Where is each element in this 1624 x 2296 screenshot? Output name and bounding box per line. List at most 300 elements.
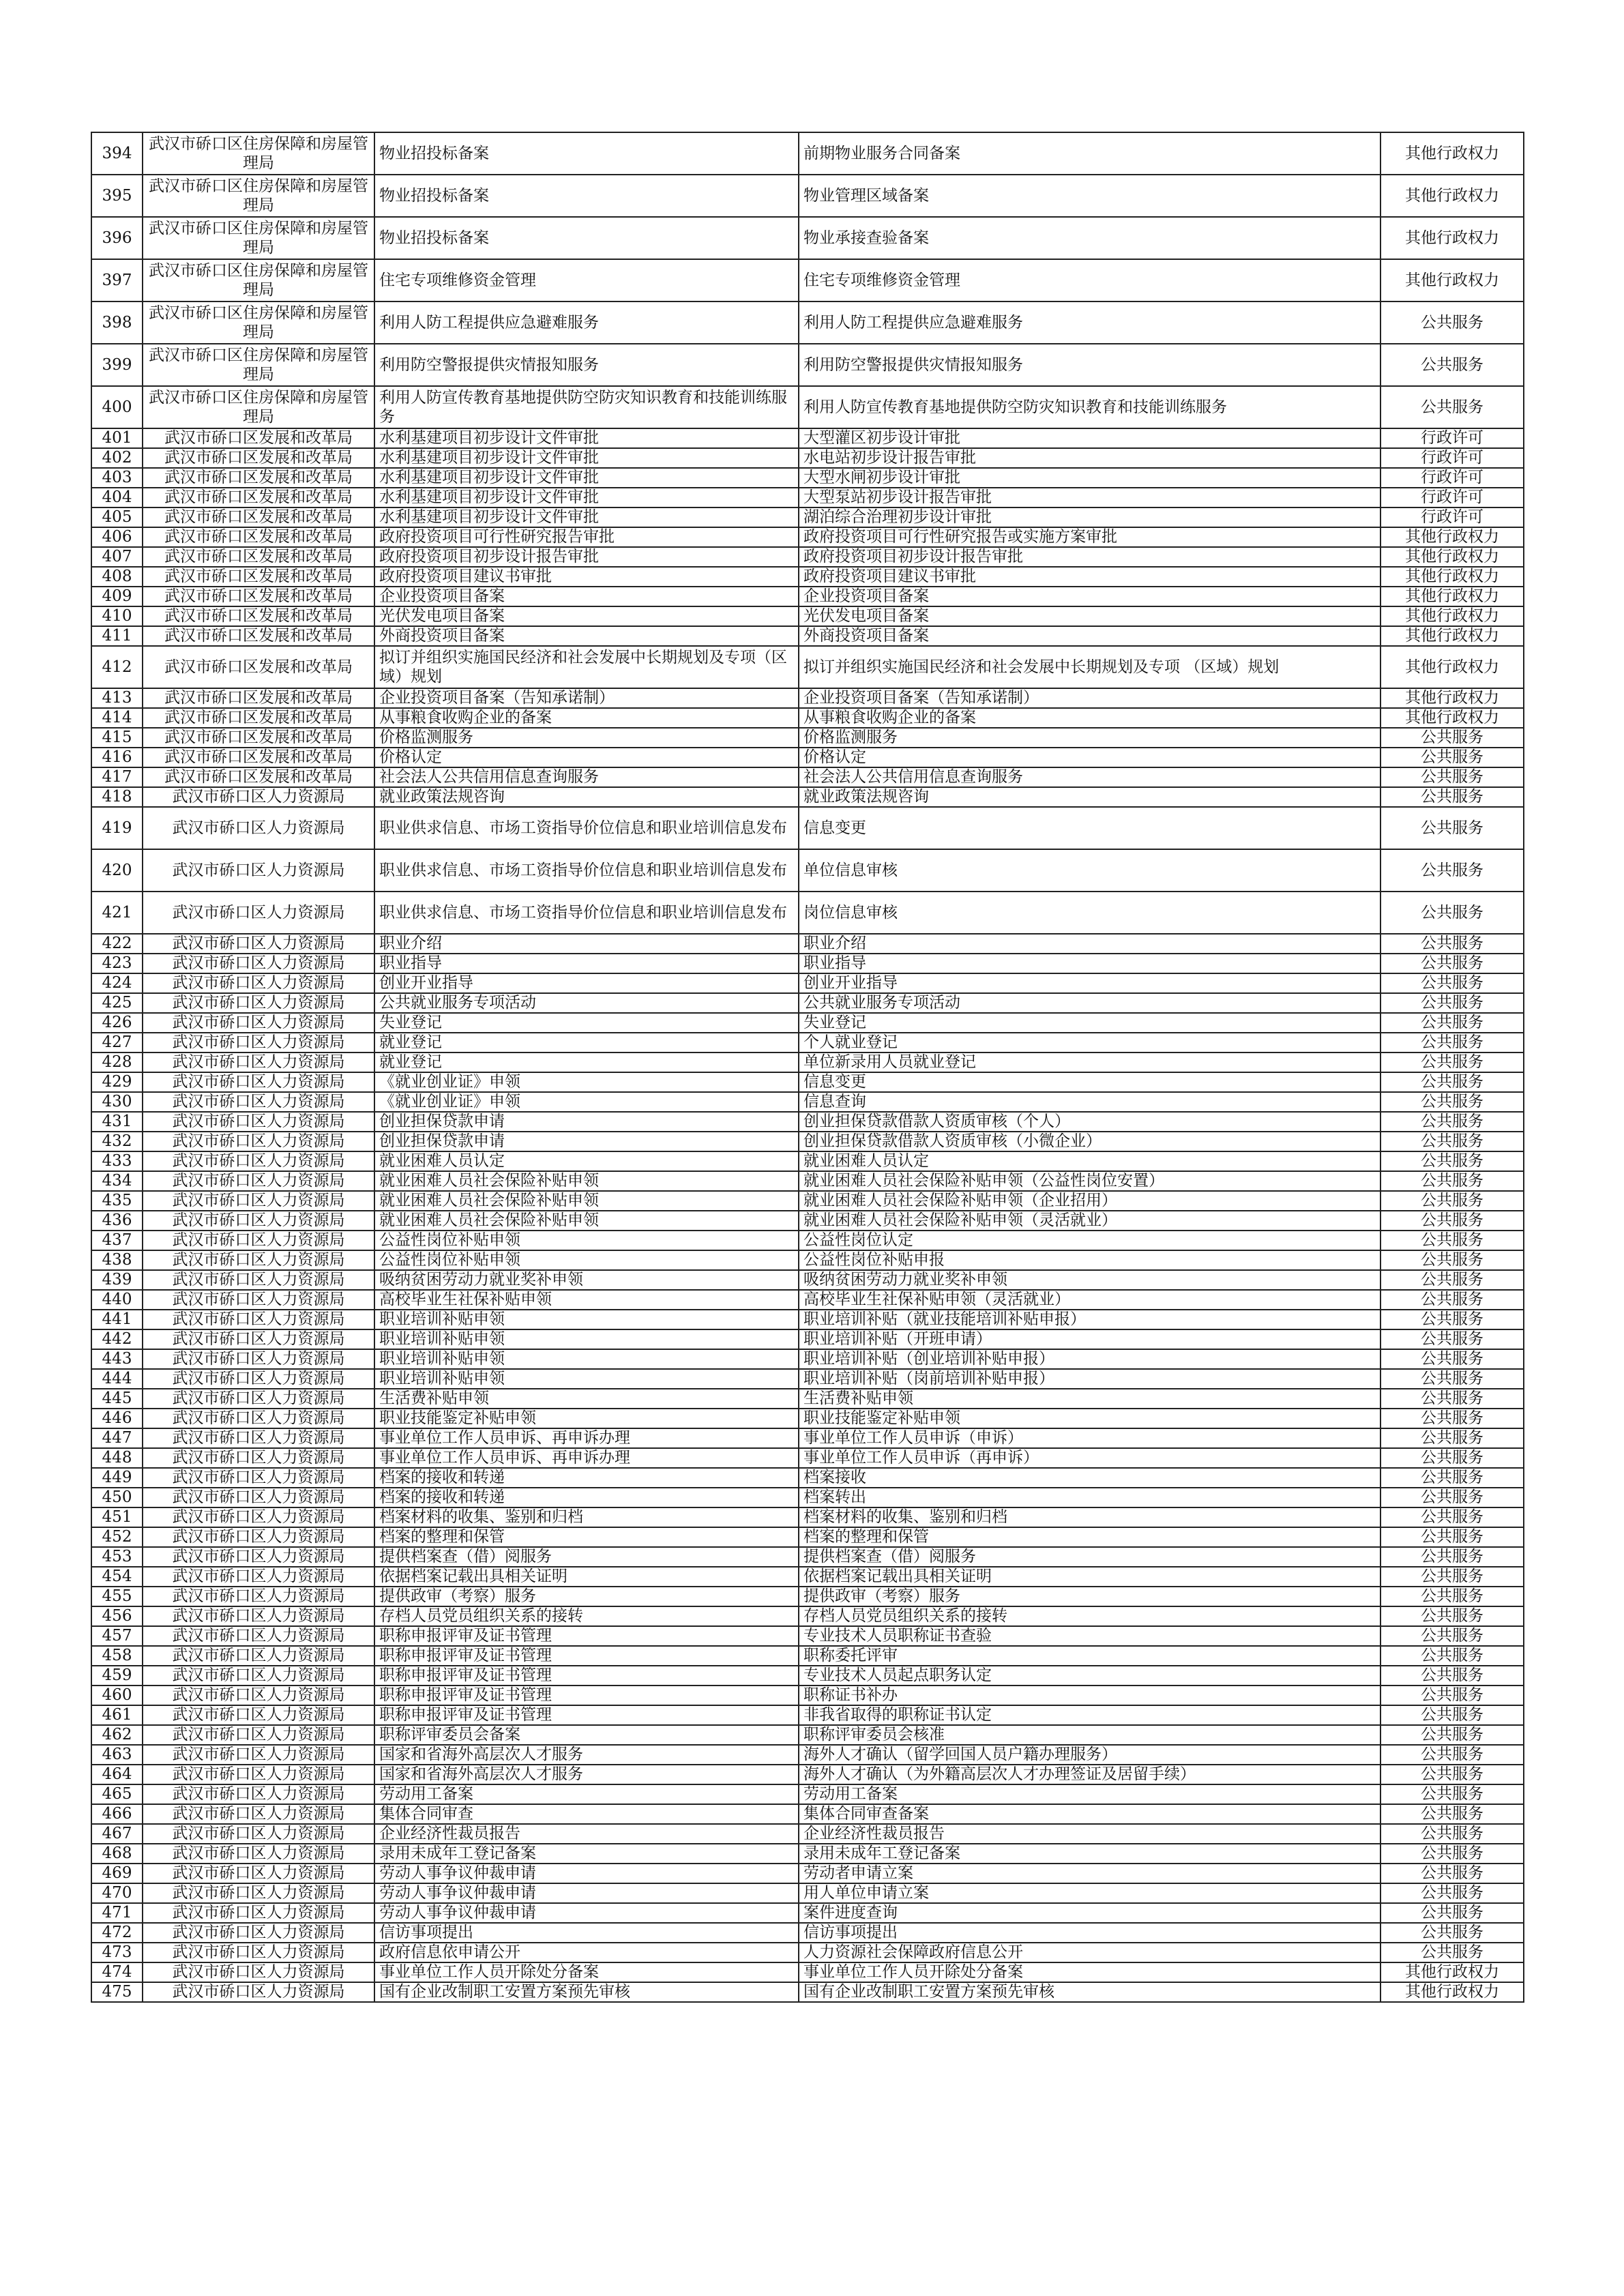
power-item-cell: 水利基建项目初步设计文件审批: [374, 507, 799, 527]
row-number-cell: 397: [91, 259, 143, 301]
power-item-cell: 光伏发电项目备案: [374, 606, 799, 626]
table-row: [91, 993, 1524, 1013]
sub-item-cell: 创业担保贷款借款人资质审核（小微企业）: [799, 1132, 1381, 1151]
row-number-cell: 406: [91, 527, 143, 547]
power-item-cell: 录用未成年工登记备案: [374, 1844, 799, 1864]
department-cell: 武汉市硚口区发展和改革局: [143, 428, 374, 448]
sub-item-cell: 外商投资项目备案: [799, 626, 1381, 646]
row-number-cell: 460: [91, 1686, 143, 1705]
row-number-cell: 466: [91, 1804, 143, 1824]
sub-item-cell: 档案材料的收集、鉴别和归档: [799, 1507, 1381, 1527]
sub-item-cell: 政府投资项目建议书审批: [799, 567, 1381, 587]
department-cell: 武汉市硚口区住房保障和房屋管理局: [143, 132, 374, 175]
row-number-cell: 422: [91, 934, 143, 954]
department-cell: 武汉市硚口区人力资源局: [143, 1488, 374, 1507]
power-item-cell: 生活费补贴申领: [374, 1389, 799, 1409]
table-row: [91, 892, 1524, 934]
department-cell: 武汉市硚口区发展和改革局: [143, 708, 374, 728]
sub-item-cell: 政府投资项目可行性研究报告或实施方案审批: [799, 527, 1381, 547]
table-row: [91, 1962, 1524, 1982]
row-number-cell: 409: [91, 587, 143, 606]
row-number-cell: 451: [91, 1507, 143, 1527]
table-row: [91, 587, 1524, 606]
department-cell: 武汉市硚口区人力资源局: [143, 1923, 374, 1943]
power-type-cell: 公共服务: [1381, 1211, 1524, 1231]
department-cell: 武汉市硚口区发展和改革局: [143, 626, 374, 646]
sub-item-cell: 公益性岗位补贴申报: [799, 1250, 1381, 1270]
sub-item-cell: 前期物业服务合同备案: [799, 132, 1381, 175]
sub-item-cell: 大型水闸初步设计审批: [799, 468, 1381, 488]
table-row: [91, 1666, 1524, 1686]
table-row: [91, 1488, 1524, 1507]
sub-item-cell: 存档人员党员组织关系的接转: [799, 1606, 1381, 1626]
row-number-cell: 427: [91, 1033, 143, 1053]
row-number-cell: 420: [91, 849, 143, 892]
table-row: [91, 1053, 1524, 1072]
sub-item-cell: 职称委托评审: [799, 1646, 1381, 1666]
department-cell: 武汉市硚口区人力资源局: [143, 1864, 374, 1883]
power-item-cell: 水利基建项目初步设计文件审批: [374, 428, 799, 448]
department-cell: 武汉市硚口区人力资源局: [143, 1784, 374, 1804]
sub-item-cell: 就业困难人员认定: [799, 1151, 1381, 1171]
row-number-cell: 417: [91, 767, 143, 787]
power-type-cell: 行政许可: [1381, 428, 1524, 448]
power-type-cell: 公共服务: [1381, 1824, 1524, 1844]
power-item-cell: 就业困难人员认定: [374, 1151, 799, 1171]
sub-item-cell: 档案接收: [799, 1468, 1381, 1488]
department-cell: 武汉市硚口区发展和改革局: [143, 728, 374, 748]
power-item-cell: 国家和省海外高层次人才服务: [374, 1745, 799, 1765]
row-number-cell: 458: [91, 1646, 143, 1666]
sub-item-cell: 公共就业服务专项活动: [799, 993, 1381, 1013]
sub-item-cell: 单位新录用人员就业登记: [799, 1053, 1381, 1072]
sub-item-cell: 岗位信息审核: [799, 892, 1381, 934]
power-type-cell: 公共服务: [1381, 1725, 1524, 1745]
power-item-cell: 职业技能鉴定补贴申领: [374, 1409, 799, 1428]
sub-item-cell: 高校毕业生社保补贴申领（灵活就业）: [799, 1290, 1381, 1310]
department-cell: 武汉市硚口区住房保障和房屋管理局: [143, 217, 374, 259]
sub-item-cell: 人力资源社会保障政府信息公开: [799, 1943, 1381, 1962]
department-cell: 武汉市硚口区人力资源局: [143, 1982, 374, 2002]
row-number-cell: 431: [91, 1112, 143, 1132]
sub-item-cell: 利用防空警报提供灾情报知服务: [799, 344, 1381, 386]
power-type-cell: 其他行政权力: [1381, 626, 1524, 646]
table-row: [91, 1824, 1524, 1844]
power-type-cell: 其他行政权力: [1381, 646, 1524, 688]
row-number-cell: 416: [91, 748, 143, 767]
table-row: [91, 1171, 1524, 1191]
power-item-cell: 价格认定: [374, 748, 799, 767]
table-row: [91, 1191, 1524, 1211]
department-cell: 武汉市硚口区住房保障和房屋管理局: [143, 386, 374, 428]
power-item-cell: 物业招投标备案: [374, 217, 799, 259]
power-item-cell: 档案材料的收集、鉴别和归档: [374, 1507, 799, 1527]
power-item-cell: 提供档案查（借）阅服务: [374, 1547, 799, 1567]
department-cell: 武汉市硚口区住房保障和房屋管理局: [143, 175, 374, 217]
power-item-cell: 就业登记: [374, 1033, 799, 1053]
power-item-cell: 吸纳贫困劳动力就业奖补申领: [374, 1270, 799, 1290]
power-type-cell: 公共服务: [1381, 954, 1524, 973]
row-number-cell: 411: [91, 626, 143, 646]
row-number-cell: 414: [91, 708, 143, 728]
table-row: [91, 767, 1524, 787]
sub-item-cell: 就业困难人员社会保险补贴申领（灵活就业）: [799, 1211, 1381, 1231]
row-number-cell: 415: [91, 728, 143, 748]
department-cell: 武汉市硚口区发展和改革局: [143, 688, 374, 708]
power-item-cell: 利用防空警报提供灾情报知服务: [374, 344, 799, 386]
row-number-cell: 448: [91, 1448, 143, 1468]
sub-item-cell: 政府投资项目初步设计报告审批: [799, 547, 1381, 567]
table-row: [91, 708, 1524, 728]
table-row: [91, 1013, 1524, 1033]
power-type-cell: 公共服务: [1381, 1171, 1524, 1191]
department-cell: 武汉市硚口区人力资源局: [143, 1844, 374, 1864]
power-item-cell: 《就业创业证》申领: [374, 1072, 799, 1092]
table-row: [91, 1033, 1524, 1053]
power-type-cell: 公共服务: [1381, 301, 1524, 344]
power-type-cell: 公共服务: [1381, 1804, 1524, 1824]
power-item-cell: 就业政策法规咨询: [374, 787, 799, 807]
power-item-cell: 外商投资项目备案: [374, 626, 799, 646]
sub-item-cell: 事业单位工作人员申诉（再申诉）: [799, 1448, 1381, 1468]
sub-item-cell: 劳动者申请立案: [799, 1864, 1381, 1883]
power-type-cell: 其他行政权力: [1381, 175, 1524, 217]
table-row: [91, 1784, 1524, 1804]
department-cell: 武汉市硚口区人力资源局: [143, 1745, 374, 1765]
sub-item-cell: 职业技能鉴定补贴申领: [799, 1409, 1381, 1428]
row-number-cell: 465: [91, 1784, 143, 1804]
power-item-cell: 政府投资项目初步设计报告审批: [374, 547, 799, 567]
department-cell: 武汉市硚口区发展和改革局: [143, 567, 374, 587]
power-item-cell: 劳动人事争议仲裁申请: [374, 1883, 799, 1903]
row-number-cell: 470: [91, 1883, 143, 1903]
power-item-cell: 职称申报评审及证书管理: [374, 1666, 799, 1686]
table-row: [91, 849, 1524, 892]
sub-item-cell: 价格认定: [799, 748, 1381, 767]
department-cell: 武汉市硚口区人力资源局: [143, 1962, 374, 1982]
row-number-cell: 455: [91, 1587, 143, 1606]
row-number-cell: 428: [91, 1053, 143, 1072]
table-row: [91, 1587, 1524, 1606]
sub-item-cell: 专业技术人员职称证书查验: [799, 1626, 1381, 1646]
table-row: [91, 1290, 1524, 1310]
table-row: [91, 1626, 1524, 1646]
row-number-cell: 395: [91, 175, 143, 217]
department-cell: 武汉市硚口区人力资源局: [143, 1587, 374, 1606]
row-number-cell: 438: [91, 1250, 143, 1270]
sub-item-cell: 依据档案记载出具相关证明: [799, 1567, 1381, 1587]
power-item-cell: 存档人员党员组织关系的接转: [374, 1606, 799, 1626]
power-type-cell: 公共服务: [1381, 1112, 1524, 1132]
sub-item-cell: 用人单位申请立案: [799, 1883, 1381, 1903]
power-type-cell: 公共服务: [1381, 1646, 1524, 1666]
power-type-cell: 公共服务: [1381, 1705, 1524, 1725]
department-cell: 武汉市硚口区人力资源局: [143, 1250, 374, 1270]
department-cell: 武汉市硚口区人力资源局: [143, 1686, 374, 1705]
table-row: [91, 468, 1524, 488]
power-type-cell: 公共服务: [1381, 767, 1524, 787]
table-row: [91, 132, 1524, 175]
power-item-cell: 物业招投标备案: [374, 132, 799, 175]
power-item-cell: 社会法人公共信用信息查询服务: [374, 767, 799, 787]
department-cell: 武汉市硚口区人力资源局: [143, 1547, 374, 1567]
department-cell: 武汉市硚口区人力资源局: [143, 1666, 374, 1686]
department-cell: 武汉市硚口区人力资源局: [143, 1527, 374, 1547]
power-item-cell: 职称申报评审及证书管理: [374, 1626, 799, 1646]
table-row: [91, 1389, 1524, 1409]
row-number-cell: 439: [91, 1270, 143, 1290]
table-row: [91, 646, 1524, 688]
table-row: [91, 1864, 1524, 1883]
department-cell: 武汉市硚口区人力资源局: [143, 1211, 374, 1231]
sub-item-cell: 吸纳贫困劳动力就业奖补申领: [799, 1270, 1381, 1290]
sub-item-cell: 职称证书补办: [799, 1686, 1381, 1705]
power-type-cell: 公共服务: [1381, 1943, 1524, 1962]
department-cell: 武汉市硚口区人力资源局: [143, 1883, 374, 1903]
sub-item-cell: 光伏发电项目备案: [799, 606, 1381, 626]
table-row: [91, 1943, 1524, 1962]
power-item-cell: 价格监测服务: [374, 728, 799, 748]
power-type-cell: 其他行政权力: [1381, 132, 1524, 175]
table-row: [91, 1329, 1524, 1349]
power-item-cell: 档案的接收和转递: [374, 1488, 799, 1507]
row-number-cell: 445: [91, 1389, 143, 1409]
row-number-cell: 399: [91, 344, 143, 386]
power-type-cell: 行政许可: [1381, 488, 1524, 507]
power-type-cell: 公共服务: [1381, 1290, 1524, 1310]
table-row: [91, 973, 1524, 993]
sub-item-cell: 就业政策法规咨询: [799, 787, 1381, 807]
table-row: [91, 386, 1524, 428]
power-type-cell: 公共服务: [1381, 1448, 1524, 1468]
department-cell: 武汉市硚口区发展和改革局: [143, 587, 374, 606]
power-type-cell: 公共服务: [1381, 1844, 1524, 1864]
department-cell: 武汉市硚口区人力资源局: [143, 1310, 374, 1329]
row-number-cell: 462: [91, 1725, 143, 1745]
power-type-cell: 其他行政权力: [1381, 527, 1524, 547]
department-cell: 武汉市硚口区人力资源局: [143, 1428, 374, 1448]
sub-item-cell: 职称评审委员会核准: [799, 1725, 1381, 1745]
row-number-cell: 400: [91, 386, 143, 428]
power-item-cell: 职业培训补贴申领: [374, 1310, 799, 1329]
table-row: [91, 1132, 1524, 1151]
power-item-cell: 事业单位工作人员申诉、再申诉办理: [374, 1448, 799, 1468]
power-type-cell: 公共服务: [1381, 1527, 1524, 1547]
power-item-cell: 职业供求信息、市场工资指导价位信息和职业培训信息发布: [374, 892, 799, 934]
row-number-cell: 467: [91, 1824, 143, 1844]
power-list-table: [91, 132, 1524, 2003]
power-item-cell: 创业担保贷款申请: [374, 1112, 799, 1132]
power-type-cell: 公共服务: [1381, 344, 1524, 386]
row-number-cell: 456: [91, 1606, 143, 1626]
department-cell: 武汉市硚口区人力资源局: [143, 993, 374, 1013]
sub-item-cell: 海外人才确认（留学回国人员户籍办理服务）: [799, 1745, 1381, 1765]
sub-item-cell: 单位信息审核: [799, 849, 1381, 892]
sub-item-cell: 价格监测服务: [799, 728, 1381, 748]
sub-item-cell: 信息查询: [799, 1092, 1381, 1112]
power-type-cell: 公共服务: [1381, 1369, 1524, 1389]
row-number-cell: 461: [91, 1705, 143, 1725]
power-item-cell: 职称评审委员会备案: [374, 1725, 799, 1745]
row-number-cell: 403: [91, 468, 143, 488]
table-row: [91, 954, 1524, 973]
department-cell: 武汉市硚口区人力资源局: [143, 1053, 374, 1072]
table-row: [91, 748, 1524, 767]
row-number-cell: 430: [91, 1092, 143, 1112]
department-cell: 武汉市硚口区人力资源局: [143, 849, 374, 892]
row-number-cell: 459: [91, 1666, 143, 1686]
sub-item-cell: 信访事项提出: [799, 1923, 1381, 1943]
sub-item-cell: 职业介绍: [799, 934, 1381, 954]
power-type-cell: 公共服务: [1381, 728, 1524, 748]
power-type-cell: 公共服务: [1381, 973, 1524, 993]
sub-item-cell: 就业困难人员社会保险补贴申领（企业招用）: [799, 1191, 1381, 1211]
row-number-cell: 421: [91, 892, 143, 934]
department-cell: 武汉市硚口区发展和改革局: [143, 547, 374, 567]
power-item-cell: 职业供求信息、市场工资指导价位信息和职业培训信息发布: [374, 807, 799, 849]
table-row: [91, 567, 1524, 587]
power-item-cell: 职业培训补贴申领: [374, 1349, 799, 1369]
table-row: [91, 1409, 1524, 1428]
power-item-cell: 水利基建项目初步设计文件审批: [374, 468, 799, 488]
table-row: [91, 428, 1524, 448]
department-cell: 武汉市硚口区人力资源局: [143, 1567, 374, 1587]
department-cell: 武汉市硚口区人力资源局: [143, 1448, 374, 1468]
department-cell: 武汉市硚口区住房保障和房屋管理局: [143, 301, 374, 344]
department-cell: 武汉市硚口区人力资源局: [143, 1943, 374, 1962]
sub-item-cell: 住宅专项维修资金管理: [799, 259, 1381, 301]
power-type-cell: 公共服务: [1381, 1250, 1524, 1270]
department-cell: 武汉市硚口区人力资源局: [143, 787, 374, 807]
table-row: [91, 175, 1524, 217]
power-item-cell: 集体合同审查: [374, 1804, 799, 1824]
power-type-cell: 公共服务: [1381, 1864, 1524, 1883]
sub-item-cell: 利用人防工程提供应急避难服务: [799, 301, 1381, 344]
row-number-cell: 436: [91, 1211, 143, 1231]
table-row: [91, 1468, 1524, 1488]
power-type-cell: 行政许可: [1381, 507, 1524, 527]
sub-item-cell: 专业技术人员起点职务认定: [799, 1666, 1381, 1686]
department-cell: 武汉市硚口区人力资源局: [143, 1231, 374, 1250]
power-type-cell: 公共服务: [1381, 1567, 1524, 1587]
power-type-cell: 公共服务: [1381, 1231, 1524, 1250]
table-row: [91, 1567, 1524, 1587]
power-item-cell: 住宅专项维修资金管理: [374, 259, 799, 301]
department-cell: 武汉市硚口区人力资源局: [143, 1151, 374, 1171]
table-row: [91, 507, 1524, 527]
row-number-cell: 447: [91, 1428, 143, 1448]
power-item-cell: 政府投资项目建议书审批: [374, 567, 799, 587]
department-cell: 武汉市硚口区人力资源局: [143, 1389, 374, 1409]
power-type-cell: 公共服务: [1381, 993, 1524, 1013]
power-item-cell: 职业指导: [374, 954, 799, 973]
power-item-cell: 公共就业服务专项活动: [374, 993, 799, 1013]
row-number-cell: 463: [91, 1745, 143, 1765]
power-type-cell: 公共服务: [1381, 1626, 1524, 1646]
department-cell: 武汉市硚口区人力资源局: [143, 1626, 374, 1646]
sub-item-cell: 国有企业改制职工安置方案预先审核: [799, 1982, 1381, 2002]
sub-item-cell: 拟订并组织实施国民经济和社会发展中长期规划及专项 （区域）规划: [799, 646, 1381, 688]
row-number-cell: 437: [91, 1231, 143, 1250]
department-cell: 武汉市硚口区发展和改革局: [143, 606, 374, 626]
power-item-cell: 企业投资项目备案（告知承诺制）: [374, 688, 799, 708]
table-body: [91, 132, 1524, 2002]
department-cell: 武汉市硚口区人力资源局: [143, 1646, 374, 1666]
power-type-cell: 公共服务: [1381, 1270, 1524, 1290]
department-cell: 武汉市硚口区发展和改革局: [143, 448, 374, 468]
table-row: [91, 1369, 1524, 1389]
row-number-cell: 412: [91, 646, 143, 688]
table-row: [91, 344, 1524, 386]
power-item-cell: 档案的整理和保管: [374, 1527, 799, 1547]
sub-item-cell: 水电站初步设计报告审批: [799, 448, 1381, 468]
sub-item-cell: 失业登记: [799, 1013, 1381, 1033]
power-type-cell: 公共服务: [1381, 1468, 1524, 1488]
department-cell: 武汉市硚口区人力资源局: [143, 1824, 374, 1844]
power-item-cell: 政府信息依申请公开: [374, 1943, 799, 1962]
department-cell: 武汉市硚口区人力资源局: [143, 1705, 374, 1725]
power-item-cell: 档案的接收和转递: [374, 1468, 799, 1488]
table-row: [91, 807, 1524, 849]
power-type-cell: 公共服务: [1381, 1903, 1524, 1923]
power-item-cell: 职称申报评审及证书管理: [374, 1686, 799, 1705]
power-type-cell: 公共服务: [1381, 1507, 1524, 1527]
table-row: [91, 1092, 1524, 1112]
sub-item-cell: 物业管理区域备案: [799, 175, 1381, 217]
row-number-cell: 457: [91, 1626, 143, 1646]
power-type-cell: 公共服务: [1381, 807, 1524, 849]
table-row: [91, 1923, 1524, 1943]
row-number-cell: 440: [91, 1290, 143, 1310]
power-item-cell: 就业登记: [374, 1053, 799, 1072]
sub-item-cell: 企业投资项目备案: [799, 587, 1381, 606]
sub-item-cell: 创业担保贷款借款人资质审核（个人）: [799, 1112, 1381, 1132]
sub-item-cell: 公益性岗位认定: [799, 1231, 1381, 1250]
table-row: [91, 527, 1524, 547]
department-cell: 武汉市硚口区人力资源局: [143, 1171, 374, 1191]
table-row: [91, 1349, 1524, 1369]
sub-item-cell: 档案的整理和保管: [799, 1527, 1381, 1547]
department-cell: 武汉市硚口区人力资源局: [143, 1349, 374, 1369]
sub-item-cell: 企业经济性裁员报告: [799, 1824, 1381, 1844]
sub-item-cell: 劳动用工备案: [799, 1784, 1381, 1804]
row-number-cell: 472: [91, 1923, 143, 1943]
department-cell: 武汉市硚口区人力资源局: [143, 1507, 374, 1527]
power-item-cell: 利用人防工程提供应急避难服务: [374, 301, 799, 344]
row-number-cell: 442: [91, 1329, 143, 1349]
department-cell: 武汉市硚口区人力资源局: [143, 1013, 374, 1033]
table-row: [91, 1903, 1524, 1923]
sub-item-cell: 物业承接查验备案: [799, 217, 1381, 259]
power-item-cell: 国有企业改制职工安置方案预先审核: [374, 1982, 799, 2002]
power-item-cell: 职称申报评审及证书管理: [374, 1705, 799, 1725]
power-item-cell: 劳动人事争议仲裁申请: [374, 1864, 799, 1883]
department-cell: 武汉市硚口区发展和改革局: [143, 527, 374, 547]
table-row: [91, 547, 1524, 567]
row-number-cell: 468: [91, 1844, 143, 1864]
power-type-cell: 公共服务: [1381, 892, 1524, 934]
power-type-cell: 其他行政权力: [1381, 688, 1524, 708]
power-type-cell: 公共服务: [1381, 1389, 1524, 1409]
table-row: [91, 1745, 1524, 1765]
sub-item-cell: 职业指导: [799, 954, 1381, 973]
power-item-cell: 职业供求信息、市场工资指导价位信息和职业培训信息发布: [374, 849, 799, 892]
table-row: [91, 1270, 1524, 1290]
table-row: [91, 626, 1524, 646]
department-cell: 武汉市硚口区人力资源局: [143, 934, 374, 954]
table-row: [91, 1527, 1524, 1547]
department-cell: 武汉市硚口区人力资源局: [143, 1606, 374, 1626]
